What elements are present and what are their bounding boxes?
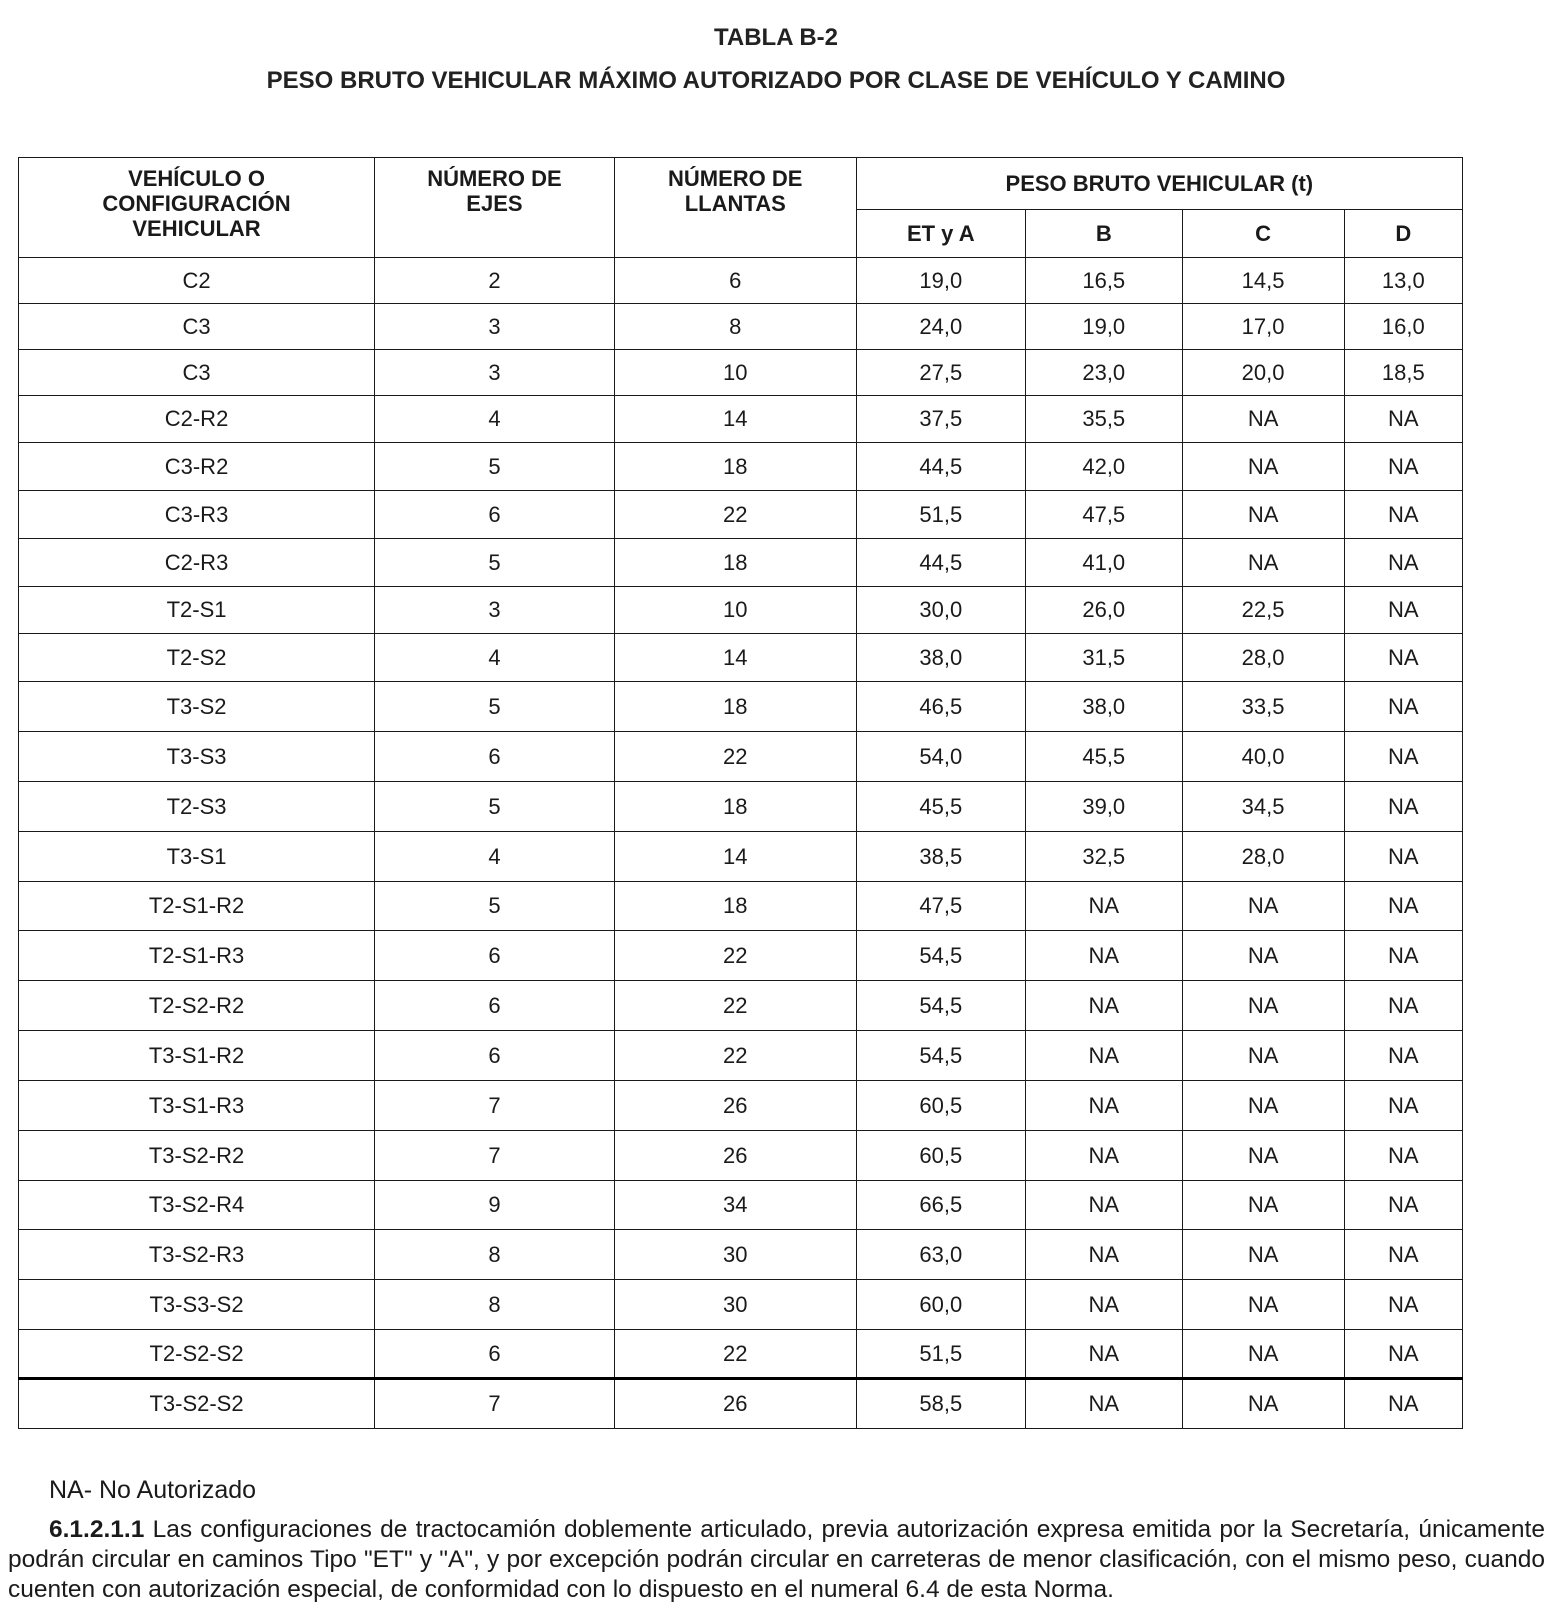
- cell-axles: 6: [375, 981, 615, 1031]
- cell-tires: 30: [614, 1230, 856, 1280]
- header-col-d: D: [1344, 210, 1462, 258]
- table-row: [19, 304, 1463, 350]
- cell-axles: 9: [375, 1181, 615, 1230]
- cell-tires: 14: [614, 634, 856, 682]
- cell-axles: 6: [375, 491, 615, 539]
- cell-tires: 14: [614, 832, 856, 882]
- cell-weight-et-a: 27,5: [856, 350, 1025, 396]
- table-title: PESO BRUTO VEHICULAR MÁXIMO AUTORIZADO POR CLASE DE VEHÍCULO Y CAMINO: [266, 67, 1286, 94]
- paragraph-text: Las configuraciones de tractocamión doblemente articulado, previa autorización expresa emitida por la Secretaría, únicamente podrán circular en caminos Tipo "ET" y "A", y por excepción podrán circular en carreteras de menor clasificación, con el mismo peso, cuando cuenten con autorización especial, de conformidad con lo dispuesto en el numeral 6.4 de esta Norma.: [8, 1516, 1545, 1603]
- cell-tires: 26: [614, 1081, 856, 1131]
- table-row: [19, 1230, 1463, 1280]
- cell-tires: 18: [614, 782, 856, 832]
- cell-weight-d: NA: [1344, 1330, 1462, 1379]
- cell-weight-et-a: 54,5: [856, 931, 1025, 981]
- cell-vehicle: T3-S3: [19, 732, 375, 782]
- cell-vehicle: T2-S2-S2: [19, 1330, 375, 1379]
- cell-weight-b: 38,0: [1025, 682, 1182, 732]
- cell-weight-c: 40,0: [1182, 732, 1344, 782]
- cell-weight-b: 19,0: [1025, 304, 1182, 350]
- paragraph-6-1-2-1-1: [8, 1515, 1545, 1605]
- cell-tires: 10: [614, 587, 856, 634]
- cell-weight-d: NA: [1344, 782, 1462, 832]
- cell-vehicle: T3-S2-S2: [19, 1379, 375, 1429]
- table-row: [19, 350, 1463, 396]
- cell-weight-d: NA: [1344, 443, 1462, 491]
- cell-weight-b: 31,5: [1025, 634, 1182, 682]
- cell-weight-et-a: 19,0: [856, 258, 1025, 304]
- cell-weight-c: 17,0: [1182, 304, 1344, 350]
- cell-vehicle: T2-S2-R2: [19, 981, 375, 1031]
- header-vehicle: VEHÍCULO O CONFIGURACIÓN VEHICULAR: [19, 158, 375, 258]
- cell-axles: 2: [375, 258, 615, 304]
- cell-weight-c: NA: [1182, 1280, 1344, 1330]
- cell-weight-et-a: 30,0: [856, 587, 1025, 634]
- cell-weight-d: NA: [1344, 1230, 1462, 1280]
- cell-tires: 14: [614, 396, 856, 443]
- cell-vehicle: C2-R3: [19, 539, 375, 587]
- cell-vehicle: T3-S1-R3: [19, 1081, 375, 1131]
- cell-tires: 6: [614, 258, 856, 304]
- cell-weight-b: 41,0: [1025, 539, 1182, 587]
- cell-weight-c: NA: [1182, 491, 1344, 539]
- cell-vehicle: C3: [19, 350, 375, 396]
- cell-tires: 18: [614, 443, 856, 491]
- cell-weight-d: NA: [1344, 396, 1462, 443]
- table-row: [19, 539, 1463, 587]
- cell-vehicle: T2-S1: [19, 587, 375, 634]
- table-id: TABLA B-2: [714, 24, 838, 51]
- table-row: [19, 587, 1463, 634]
- cell-weight-d: 16,0: [1344, 304, 1462, 350]
- cell-weight-et-a: 60,0: [856, 1280, 1025, 1330]
- cell-weight-b: NA: [1025, 1330, 1182, 1379]
- cell-weight-b: NA: [1025, 1230, 1182, 1280]
- cell-tires: 34: [614, 1181, 856, 1230]
- cell-weight-b: NA: [1025, 1379, 1182, 1429]
- cell-weight-c: NA: [1182, 539, 1344, 587]
- cell-weight-b: 26,0: [1025, 587, 1182, 634]
- cell-weight-d: NA: [1344, 1280, 1462, 1330]
- cell-axles: 5: [375, 882, 615, 931]
- cell-axles: 6: [375, 732, 615, 782]
- cell-tires: 22: [614, 981, 856, 1031]
- cell-weight-et-a: 46,5: [856, 682, 1025, 732]
- cell-weight-d: NA: [1344, 634, 1462, 682]
- cell-axles: 5: [375, 539, 615, 587]
- cell-axles: 3: [375, 350, 615, 396]
- cell-weight-c: NA: [1182, 1330, 1344, 1379]
- table-row: [19, 1131, 1463, 1181]
- cell-axles: 4: [375, 634, 615, 682]
- header-col-et-a: ET y A: [856, 210, 1025, 258]
- cell-tires: 22: [614, 491, 856, 539]
- cell-weight-d: NA: [1344, 587, 1462, 634]
- cell-axles: 6: [375, 1330, 615, 1379]
- cell-vehicle: C3-R3: [19, 491, 375, 539]
- table-row: [19, 732, 1463, 782]
- cell-weight-c: 33,5: [1182, 682, 1344, 732]
- cell-weight-et-a: 44,5: [856, 443, 1025, 491]
- cell-weight-b: 42,0: [1025, 443, 1182, 491]
- cell-weight-c: NA: [1182, 1230, 1344, 1280]
- cell-tires: 18: [614, 882, 856, 931]
- cell-weight-et-a: 66,5: [856, 1181, 1025, 1230]
- table-row: [19, 882, 1463, 931]
- cell-weight-d: NA: [1344, 981, 1462, 1031]
- weight-table: [18, 157, 1463, 1429]
- cell-weight-b: 23,0: [1025, 350, 1182, 396]
- cell-weight-et-a: 60,5: [856, 1081, 1025, 1131]
- cell-vehicle: T2-S2: [19, 634, 375, 682]
- cell-weight-b: 32,5: [1025, 832, 1182, 882]
- cell-weight-d: NA: [1344, 1181, 1462, 1230]
- cell-weight-b: 16,5: [1025, 258, 1182, 304]
- header-axles: NÚMERO DE EJES: [375, 158, 615, 258]
- cell-weight-et-a: 44,5: [856, 539, 1025, 587]
- cell-tires: 18: [614, 539, 856, 587]
- cell-weight-b: 39,0: [1025, 782, 1182, 832]
- cell-tires: 30: [614, 1280, 856, 1330]
- cell-axles: 4: [375, 396, 615, 443]
- cell-weight-et-a: 47,5: [856, 882, 1025, 931]
- cell-weight-c: NA: [1182, 1081, 1344, 1131]
- cell-vehicle: T3-S1: [19, 832, 375, 882]
- cell-axles: 6: [375, 1031, 615, 1081]
- cell-weight-b: NA: [1025, 1280, 1182, 1330]
- cell-vehicle: T3-S2-R3: [19, 1230, 375, 1280]
- cell-weight-b: 47,5: [1025, 491, 1182, 539]
- cell-weight-c: NA: [1182, 1031, 1344, 1081]
- cell-weight-b: NA: [1025, 882, 1182, 931]
- cell-weight-b: NA: [1025, 931, 1182, 981]
- cell-weight-et-a: 60,5: [856, 1131, 1025, 1181]
- cell-vehicle: T3-S1-R2: [19, 1031, 375, 1081]
- cell-axles: 4: [375, 832, 615, 882]
- cell-weight-et-a: 51,5: [856, 1330, 1025, 1379]
- cell-axles: 8: [375, 1280, 615, 1330]
- cell-weight-et-a: 24,0: [856, 304, 1025, 350]
- cell-weight-d: 18,5: [1344, 350, 1462, 396]
- cell-weight-b: 45,5: [1025, 732, 1182, 782]
- cell-axles: 7: [375, 1379, 615, 1429]
- header-tires: NÚMERO DE LLANTAS: [614, 158, 856, 258]
- cell-weight-c: NA: [1182, 396, 1344, 443]
- cell-vehicle: T2-S3: [19, 782, 375, 832]
- cell-vehicle: T3-S2-R2: [19, 1131, 375, 1181]
- cell-weight-b: 35,5: [1025, 396, 1182, 443]
- cell-tires: 8: [614, 304, 856, 350]
- cell-weight-et-a: 37,5: [856, 396, 1025, 443]
- cell-weight-et-a: 38,0: [856, 634, 1025, 682]
- cell-axles: 8: [375, 1230, 615, 1280]
- table-row: [19, 491, 1463, 539]
- cell-weight-b: NA: [1025, 1181, 1182, 1230]
- cell-weight-d: NA: [1344, 1131, 1462, 1181]
- footnote: NA- No Autorizado: [49, 1476, 257, 1504]
- cell-vehicle: T2-S1-R3: [19, 931, 375, 981]
- cell-weight-et-a: 51,5: [856, 491, 1025, 539]
- cell-vehicle: T3-S3-S2: [19, 1280, 375, 1330]
- table-body: [19, 258, 1463, 1429]
- cell-tires: 22: [614, 1031, 856, 1081]
- table-row: [19, 1379, 1463, 1429]
- cell-vehicle: C3-R2: [19, 443, 375, 491]
- cell-weight-d: 13,0: [1344, 258, 1462, 304]
- cell-tires: 18: [614, 682, 856, 732]
- cell-vehicle: C3: [19, 304, 375, 350]
- cell-weight-b: NA: [1025, 1081, 1182, 1131]
- table-row: [19, 396, 1463, 443]
- cell-axles: 3: [375, 587, 615, 634]
- cell-weight-c: 28,0: [1182, 832, 1344, 882]
- cell-tires: 26: [614, 1131, 856, 1181]
- cell-weight-c: NA: [1182, 1131, 1344, 1181]
- header-weight-group: PESO BRUTO VEHICULAR (t): [856, 158, 1462, 210]
- cell-axles: 6: [375, 931, 615, 981]
- cell-weight-d: NA: [1344, 1081, 1462, 1131]
- table-row: [19, 634, 1463, 682]
- cell-weight-c: 14,5: [1182, 258, 1344, 304]
- cell-weight-d: NA: [1344, 539, 1462, 587]
- cell-weight-c: NA: [1182, 981, 1344, 1031]
- cell-weight-d: NA: [1344, 1379, 1462, 1429]
- table-row: [19, 1081, 1463, 1131]
- cell-weight-et-a: 54,0: [856, 732, 1025, 782]
- cell-tires: 22: [614, 732, 856, 782]
- cell-weight-c: NA: [1182, 1181, 1344, 1230]
- cell-weight-c: 20,0: [1182, 350, 1344, 396]
- table-row: [19, 1330, 1463, 1379]
- cell-tires: 22: [614, 1330, 856, 1379]
- paragraph-number: 6.1.2.1.1: [49, 1516, 145, 1543]
- cell-weight-d: NA: [1344, 882, 1462, 931]
- table-row: [19, 981, 1463, 1031]
- cell-weight-et-a: 54,5: [856, 981, 1025, 1031]
- table-row: [19, 443, 1463, 491]
- cell-weight-d: NA: [1344, 682, 1462, 732]
- cell-weight-d: NA: [1344, 491, 1462, 539]
- cell-axles: 7: [375, 1081, 615, 1131]
- cell-weight-c: NA: [1182, 931, 1344, 981]
- cell-tires: 10: [614, 350, 856, 396]
- cell-weight-b: NA: [1025, 1131, 1182, 1181]
- table-row: [19, 832, 1463, 882]
- table-row: [19, 1280, 1463, 1330]
- cell-weight-c: NA: [1182, 882, 1344, 931]
- cell-weight-c: 28,0: [1182, 634, 1344, 682]
- cell-weight-d: NA: [1344, 1031, 1462, 1081]
- cell-vehicle: C2-R2: [19, 396, 375, 443]
- header-col-c: C: [1182, 210, 1344, 258]
- cell-vehicle: T3-S2-R4: [19, 1181, 375, 1230]
- cell-weight-d: NA: [1344, 732, 1462, 782]
- table-row: [19, 682, 1463, 732]
- cell-weight-et-a: 54,5: [856, 1031, 1025, 1081]
- cell-tires: 26: [614, 1379, 856, 1429]
- cell-weight-c: NA: [1182, 1379, 1344, 1429]
- header-col-b: B: [1025, 210, 1182, 258]
- table-row: [19, 1031, 1463, 1081]
- cell-vehicle: C2: [19, 258, 375, 304]
- cell-vehicle: T3-S2: [19, 682, 375, 732]
- cell-axles: 5: [375, 782, 615, 832]
- cell-axles: 5: [375, 682, 615, 732]
- cell-weight-c: NA: [1182, 443, 1344, 491]
- table-row: [19, 258, 1463, 304]
- cell-vehicle: T2-S1-R2: [19, 882, 375, 931]
- table-row: [19, 931, 1463, 981]
- cell-weight-et-a: 63,0: [856, 1230, 1025, 1280]
- cell-weight-c: 22,5: [1182, 587, 1344, 634]
- table-row: [19, 1181, 1463, 1230]
- cell-weight-et-a: 38,5: [856, 832, 1025, 882]
- cell-weight-et-a: 45,5: [856, 782, 1025, 832]
- cell-weight-et-a: 58,5: [856, 1379, 1025, 1429]
- cell-axles: 7: [375, 1131, 615, 1181]
- cell-weight-c: 34,5: [1182, 782, 1344, 832]
- cell-weight-b: NA: [1025, 981, 1182, 1031]
- cell-axles: 3: [375, 304, 615, 350]
- cell-weight-d: NA: [1344, 931, 1462, 981]
- cell-axles: 5: [375, 443, 615, 491]
- table-row: [19, 782, 1463, 832]
- cell-weight-d: NA: [1344, 832, 1462, 882]
- cell-tires: 22: [614, 931, 856, 981]
- cell-weight-b: NA: [1025, 1031, 1182, 1081]
